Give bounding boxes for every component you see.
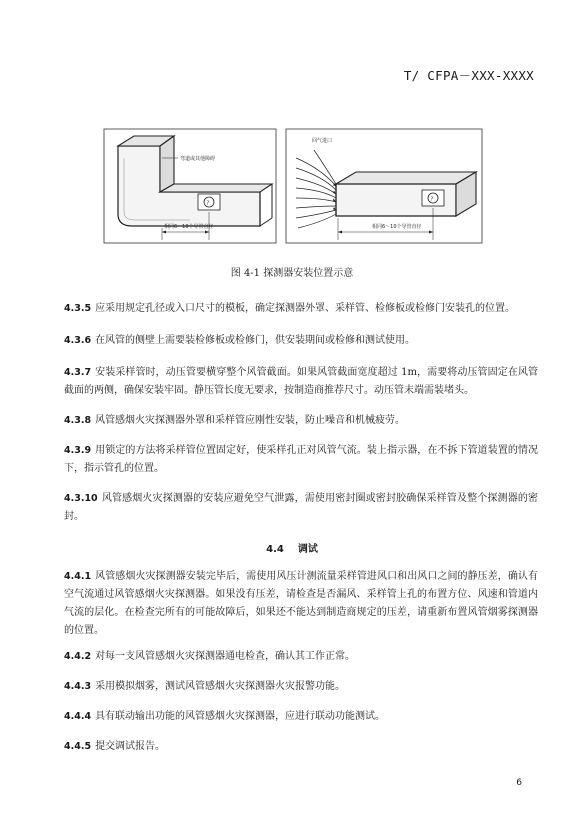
left-distance-label: 相同6～10个导管直径 xyxy=(164,224,214,230)
left-detector-mark: ? xyxy=(206,200,210,207)
clause-number: 4.4.4 xyxy=(64,711,92,722)
airflow-arrows xyxy=(296,150,336,228)
clause-4-3-6 xyxy=(64,332,538,350)
clause-4-4-4 xyxy=(64,708,538,726)
right-detector-mark: ? xyxy=(430,196,434,203)
clause-4-4-5 xyxy=(64,738,538,756)
clause-4-3-7 xyxy=(64,364,538,400)
right-distance-label: 相同6～10个导管直径 xyxy=(372,224,422,230)
document-code-header: T/ CFPA－XXX-XXXX xyxy=(403,68,534,83)
horizontal-duct-top xyxy=(160,184,272,192)
clause-number: 4.4.2 xyxy=(64,651,92,662)
inlet-label: 回气进口 xyxy=(312,138,333,144)
clause-text: 用锁定的方法将采样管位置固定好，使采样孔正对风管气流。装上指示器，在不拆下管道装置的情况下，指示管孔的位置。 xyxy=(64,445,538,474)
clause-text: 应采用规定孔径或入口尺寸的模板，确定探测器外罩、采样管、检修板或检修门安装孔的位置。 xyxy=(95,303,516,314)
clause-4-4-3 xyxy=(64,678,538,696)
figure-caption: 图 4-1 探测器安装位置示意 xyxy=(230,268,354,279)
clause-text: 具有联动输出功能的风管感烟火灾探测器，应进行联动功能测试。 xyxy=(95,711,386,722)
clause-4-3-8 xyxy=(64,412,538,430)
clause-number: 4.3.5 xyxy=(64,303,92,314)
bend-label: 弯道或其他障碍 xyxy=(180,156,216,162)
clause-4-3-9 xyxy=(64,442,538,478)
section-heading xyxy=(0,540,584,555)
clause-text: 风管感烟火灾探测器的安装应避免空气泄露，需使用密封圈或密封胶确保采样管及整个探测器的密封。 xyxy=(64,493,538,522)
clause-number: 4.3.6 xyxy=(64,335,92,346)
page-number: 6 xyxy=(516,778,522,788)
clause-text: 提交调试报告。 xyxy=(95,741,166,752)
clause-text: 安装采样管时，动压管要横穿整个风管截面。如果风管截面宽度超过 1m，需要将动压管固定在风管截面的两侧，确保安装牢固。静压管长度无要求，按制造商推荐尺寸。动压管末端需装堵头。 xyxy=(64,367,538,396)
clause-number: 4.3.10 xyxy=(64,493,98,504)
straight-duct-top xyxy=(336,172,476,184)
clause-text: 采用模拟烟雾，测试风管感烟火灾探测器火灾报警功能。 xyxy=(95,681,346,692)
section-number: 4.4 xyxy=(266,544,284,555)
section-title-text: 调试 xyxy=(297,544,318,555)
clause-number: 4.3.9 xyxy=(64,445,92,456)
clause-number: 4.3.8 xyxy=(64,415,92,426)
clause-4-4-2 xyxy=(64,648,538,666)
clause-text: 在风管的侧壁上需要装检修板或检修门，供安装期间或检修和测试使用。 xyxy=(95,335,416,346)
clause-4-3-10 xyxy=(64,490,538,526)
installation-diagram xyxy=(100,128,484,246)
clause-number: 4.4.3 xyxy=(64,681,92,692)
clause-number: 4.4.1 xyxy=(64,571,92,582)
clause-number: 4.4.5 xyxy=(64,741,92,752)
clause-text: 风管感烟火灾探测器安装完毕后，需使用风压计测流量采样管进风口和出风口之间的静压差，确认有空气流通过风管感烟火灾探测器。如果没有压差，请检查是否漏风、采样管上孔的布置方位、风速和管道内气流的层化。在检查完所有的可能故障后，如果还不能达到制造商规定的压差，请重新布置风管烟雾探测器的位置。 xyxy=(64,571,538,636)
detector-installation-figure xyxy=(100,128,484,246)
elbow-duct-side xyxy=(160,136,174,192)
clause-4-4-1 xyxy=(64,568,538,640)
clause-text: 对每一支风管感烟火灾探测器通电检查，确认其工作正常。 xyxy=(95,651,356,662)
clause-4-3-5 xyxy=(64,300,538,318)
clause-text: 风管感烟火灾探测器外罩和采样管应刚性安装，防止噪音和机械疲劳。 xyxy=(95,415,406,426)
clause-number: 4.3.7 xyxy=(64,367,92,378)
